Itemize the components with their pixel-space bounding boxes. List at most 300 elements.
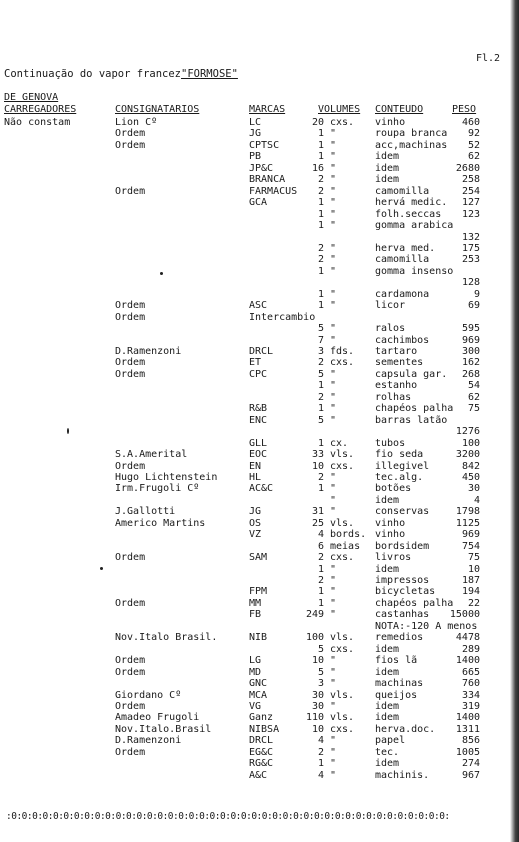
cell-mar: EOC	[249, 449, 268, 461]
table-row	[0, 529, 519, 540]
cell-peso: 1400	[455, 655, 480, 667]
cell-peso: 52	[467, 139, 480, 151]
header-carregadores: CARREGADORES	[4, 104, 77, 115]
cell-uni: meias	[330, 540, 361, 552]
cell-uni: "	[330, 471, 337, 483]
cell-peso: 274	[461, 758, 480, 770]
cell-cont: herva med.	[375, 242, 436, 254]
cell-mar: DRCL	[249, 735, 274, 747]
cell-cont: castanhas	[375, 609, 430, 621]
cell-uni: cxs.	[330, 643, 355, 655]
cell-mar: BRANCA	[249, 174, 286, 186]
cell-vol: 1	[317, 300, 324, 312]
cell-vol: 25	[311, 517, 324, 529]
cell-mar: ET	[249, 357, 262, 369]
cell-mar: NIBSA	[249, 723, 280, 735]
table-row	[0, 609, 519, 620]
cell-peso: 4	[473, 494, 480, 506]
cell-cont: NOTA:-120 A menos	[375, 620, 478, 632]
ink-speck	[160, 272, 163, 275]
cell-con: Ordem	[115, 128, 146, 140]
cell-con: Hugo Lichtenstein	[115, 471, 218, 483]
table-row	[0, 644, 519, 655]
cell-cont: idem	[375, 494, 400, 506]
cell-peso: 665	[461, 666, 480, 678]
table-row	[0, 724, 519, 735]
table-row	[0, 197, 519, 208]
cell-vol: 10	[311, 460, 324, 472]
table-row	[0, 758, 519, 769]
cell-peso: 842	[461, 460, 480, 472]
cell-peso: 1400	[455, 712, 480, 724]
cell-mar: JG	[249, 128, 262, 140]
cell-uni: "	[330, 700, 337, 712]
table-row	[0, 598, 519, 609]
cell-vol: 1	[317, 197, 324, 209]
cell-uni: "	[330, 666, 337, 678]
cell-cont: machinas	[375, 678, 424, 690]
cell-peso: 319	[461, 700, 480, 712]
cell-uni: "	[330, 758, 337, 770]
cell-cont: tubos	[375, 437, 406, 449]
cell-peso: 268	[461, 368, 480, 380]
cell-peso: 4478	[455, 632, 480, 644]
cell-mar: MCA	[249, 689, 268, 701]
cell-con: Nov.Italo Brasil.	[115, 632, 218, 644]
cell-vol: 7	[317, 334, 324, 346]
cell-cont: fio seda	[375, 449, 424, 461]
cell-vol: 4	[317, 529, 324, 541]
cell-con: Irm.Frugoli Cº	[115, 483, 200, 495]
cell-cont: roupa branca	[375, 128, 448, 140]
cell-vol: 4	[317, 769, 324, 781]
cell-uni: "	[330, 300, 337, 312]
cell-peso: 132	[461, 231, 480, 243]
cell-peso: 253	[461, 254, 480, 266]
cell-uni: "	[330, 483, 337, 495]
cell-vol: 2	[317, 185, 324, 197]
cell-mar: DRCL	[249, 346, 274, 357]
cell-con: J.Gallotti	[115, 506, 176, 518]
cell-cont: botões	[375, 483, 412, 495]
table-row	[0, 117, 519, 128]
cell-uni: "	[330, 586, 337, 598]
cell-con: Ordem	[115, 666, 146, 678]
cell-peso: 194	[461, 586, 480, 598]
cell-uni: cxs.	[330, 460, 355, 472]
cell-vol: 16	[311, 162, 324, 174]
cell-mar: GCA	[249, 197, 268, 209]
cell-vol: 1	[317, 128, 324, 140]
cell-peso: 162	[461, 357, 480, 369]
table-row	[0, 128, 519, 139]
cell-cont: illegivel	[375, 460, 430, 472]
cell-cont: folh.seccas	[375, 208, 442, 220]
cell-peso: 967	[461, 769, 480, 781]
cell-cont: capsula gar.	[375, 368, 448, 380]
cell-peso: 128	[461, 277, 480, 289]
scan-edge-top	[0, 0, 519, 22]
table-row	[0, 655, 519, 666]
cell-cont: camomilla	[375, 185, 430, 197]
cell-peso: 1005	[455, 746, 480, 758]
table-row	[0, 632, 519, 643]
cell-peso: 3200	[455, 449, 480, 461]
cell-peso: 460	[461, 117, 480, 128]
cell-mar: SAM	[249, 552, 268, 564]
cell-con: D.Ramenzoni	[115, 346, 182, 357]
cell-uni: "	[330, 678, 337, 690]
cell-uni: cxs.	[330, 552, 355, 564]
cell-cont: acc,machinas	[375, 139, 448, 151]
cell-peso: 969	[461, 529, 480, 541]
cell-uni: cx.	[330, 437, 349, 449]
cell-vol: 6	[317, 540, 324, 552]
cell-car: Não constam	[4, 117, 71, 128]
cell-cont: idem	[375, 666, 400, 678]
cell-peso: 22	[467, 597, 480, 609]
cell-uni: cxs.	[330, 357, 355, 369]
cell-mar: A&C	[249, 769, 268, 781]
cell-peso: 127	[461, 197, 480, 209]
cell-peso: 15000	[449, 609, 480, 621]
table-row	[0, 254, 519, 265]
cell-mar: EN	[249, 460, 262, 472]
cell-cont: machinis.	[375, 769, 430, 781]
cell-cont: queijos	[375, 689, 418, 701]
cell-cont: idem	[375, 162, 400, 174]
cell-vol: 110	[305, 712, 324, 724]
cell-vol: 3	[317, 346, 324, 357]
title-prefix: Continuação do vapor francez	[4, 68, 182, 80]
cell-con: Americo Martins	[115, 517, 206, 529]
cell-uni: "	[330, 414, 337, 426]
cell-mar: ENC	[249, 414, 268, 426]
cell-mar: ASC	[249, 300, 268, 312]
cell-vol: 1	[317, 139, 324, 151]
table-row	[0, 472, 519, 483]
cell-vol: 1	[317, 483, 324, 495]
cell-peso: 75	[467, 552, 480, 564]
table-row	[0, 209, 519, 220]
cell-uni: "	[330, 391, 337, 403]
cell-vol: 2	[317, 357, 324, 369]
cell-mar: Intercambio	[249, 311, 316, 323]
table-row	[0, 747, 519, 758]
cell-cont: idem	[375, 700, 400, 712]
cell-vol: 33	[311, 449, 324, 461]
cell-cont: sementes	[375, 357, 424, 369]
cell-uni: "	[330, 265, 337, 277]
cell-peso: 760	[461, 678, 480, 690]
cell-uni: "	[330, 506, 337, 518]
cell-mar: GLL	[249, 437, 268, 449]
cell-mar: OS	[249, 517, 262, 529]
cell-uni: "	[330, 185, 337, 197]
cell-vol: 1	[317, 586, 324, 598]
table-row	[0, 564, 519, 575]
cell-peso: 754	[461, 540, 480, 552]
cell-vol: 5	[317, 414, 324, 426]
cell-cont: tartaro	[375, 346, 418, 357]
ink-speck	[67, 428, 69, 434]
cell-peso: 175	[461, 242, 480, 254]
cell-cont: tec.alg.	[375, 471, 424, 483]
cell-cont: impressos	[375, 575, 430, 586]
cell-peso: 1311	[455, 723, 480, 735]
cell-vol: 249	[305, 609, 324, 621]
cell-mar: NIB	[249, 632, 268, 644]
cell-vol: 2	[317, 391, 324, 403]
cell-peso: 69	[467, 300, 480, 312]
table-row	[0, 289, 519, 300]
cell-vol: 1	[317, 220, 324, 232]
cell-con: Ordem	[115, 300, 146, 312]
cell-peso: 54	[467, 380, 480, 392]
table-row	[0, 312, 519, 323]
cell-con: Giordano Cº	[115, 689, 182, 701]
cell-peso: 92	[467, 128, 480, 140]
cell-peso: 75	[467, 403, 480, 415]
cell-vol: 1	[317, 597, 324, 609]
cell-peso: 450	[461, 471, 480, 483]
cell-con: Ordem	[115, 139, 146, 151]
cell-cont: gomma insenso	[375, 265, 454, 277]
cell-mar: R&B	[249, 403, 268, 415]
cell-cont: idem	[375, 758, 400, 770]
table-row	[0, 174, 519, 185]
cell-con: S.A.Amerital	[115, 449, 188, 461]
cell-peso: 595	[461, 323, 480, 335]
cell-vol: 20	[311, 117, 324, 128]
cell-uni: "	[330, 323, 337, 335]
cell-peso: 10	[467, 563, 480, 575]
cell-vol: 2	[317, 174, 324, 186]
cell-mar: MM	[249, 597, 262, 609]
cell-vol: 2	[317, 746, 324, 758]
cell-con: Ordem	[115, 700, 146, 712]
cell-mar: RG&C	[249, 758, 274, 770]
cell-vol: 1	[317, 151, 324, 163]
cell-cont: gomma arabica	[375, 220, 454, 232]
cell-uni: "	[330, 609, 337, 621]
cell-uni: "	[330, 139, 337, 151]
cell-uni: "	[330, 403, 337, 415]
table-row	[0, 323, 519, 334]
table-row	[0, 415, 519, 426]
cell-uni: "	[330, 597, 337, 609]
table-row	[0, 277, 519, 288]
cell-uni: "	[330, 242, 337, 254]
cell-vol: 1	[317, 437, 324, 449]
cell-vol: 2	[317, 575, 324, 586]
cell-mar: MD	[249, 666, 262, 678]
cell-uni: "	[330, 563, 337, 575]
table-row	[0, 541, 519, 552]
cell-cont: fios lã	[375, 655, 418, 667]
cell-con: Ordem	[115, 746, 146, 758]
cell-mar: VZ	[249, 529, 262, 541]
cell-mar: LG	[249, 655, 262, 667]
cell-cont: cachimbos	[375, 334, 430, 346]
cell-peso: 300	[461, 346, 480, 357]
cell-uni: "	[330, 162, 337, 174]
cell-con: Amadeo Frugoli	[115, 712, 200, 724]
cell-peso: 9	[473, 288, 480, 300]
cell-uni: "	[330, 494, 337, 506]
table-row	[0, 380, 519, 391]
cell-con: Ordem	[115, 597, 146, 609]
cell-cont: cardamona	[375, 288, 430, 300]
table-row	[0, 140, 519, 151]
cell-mar: EG&C	[249, 746, 274, 758]
cell-cont: ralos	[375, 323, 406, 335]
table-row	[0, 552, 519, 563]
cell-cont: papel	[375, 735, 406, 747]
cell-mar: FPM	[249, 586, 268, 598]
cell-uni: cxs.	[330, 117, 355, 128]
cell-uni: "	[330, 769, 337, 781]
cell-cont: remedios	[375, 632, 424, 644]
cell-vol: 5	[317, 666, 324, 678]
cell-peso: 100	[461, 437, 480, 449]
table-row	[0, 621, 519, 632]
cell-mar: FB	[249, 609, 262, 621]
table-row	[0, 712, 519, 723]
cell-mar: VG	[249, 700, 262, 712]
cell-peso: 289	[461, 643, 480, 655]
table-row	[0, 518, 519, 529]
cell-mar: Ganz	[249, 712, 274, 724]
cell-cont: bordsidem	[375, 540, 430, 552]
cell-con: Ordem	[115, 552, 146, 564]
cell-cont: hervá medic.	[375, 197, 448, 209]
cell-uni: vls.	[330, 712, 355, 724]
table-row	[0, 506, 519, 517]
cell-uni: "	[330, 151, 337, 163]
table-row	[0, 461, 519, 472]
cell-cont: idem	[375, 643, 400, 655]
document-title	[4, 68, 238, 80]
cell-uni: "	[330, 254, 337, 266]
cell-con: D.Ramenzoni	[115, 735, 182, 747]
cell-vol: 1	[317, 288, 324, 300]
cell-mar: GNC	[249, 678, 268, 690]
cell-cont: rolhas	[375, 391, 412, 403]
cell-vol: 3	[317, 678, 324, 690]
cell-vol: 2	[317, 552, 324, 564]
cell-mar: AC&C	[249, 483, 274, 495]
table-row	[0, 770, 519, 781]
page-number: Fl.2	[476, 53, 501, 64]
cell-cont: chapéos palha	[375, 597, 454, 609]
cell-uni: "	[330, 334, 337, 346]
table-row	[0, 690, 519, 701]
header-peso: PESO	[452, 104, 477, 115]
cell-mar: FARMACUS	[249, 185, 298, 197]
table-row	[0, 220, 519, 231]
cell-cont: bicycletas	[375, 586, 436, 598]
cell-con: Ordem	[115, 185, 146, 197]
cell-vol: 100	[305, 632, 324, 644]
table-row	[0, 232, 519, 243]
cell-uni: cxs.	[330, 723, 355, 735]
cell-cont: idem	[375, 563, 400, 575]
cell-vol: 2	[317, 471, 324, 483]
cell-cont: chapéos palha	[375, 403, 454, 415]
cell-peso: 62	[467, 391, 480, 403]
cell-peso: 123	[461, 208, 480, 220]
cell-cont: barras latão	[375, 414, 448, 426]
cell-cont: vinho	[375, 117, 406, 128]
cell-cont: idem	[375, 712, 400, 724]
cell-uni: "	[330, 575, 337, 586]
cell-cont: vinho	[375, 529, 406, 541]
cell-vol: 1	[317, 563, 324, 575]
table-row	[0, 186, 519, 197]
table-row	[0, 438, 519, 449]
footer-rule: :0:0:0:0:0:0:0:0:0:0:0:0:0:0:0:0:0:0:0:0:0:0:0:0:0:0:0:0:0:0:0:0:0:0:0:0:0:0:0:0:0:0:	[6, 811, 450, 822]
cell-uni: vls.	[330, 449, 355, 461]
ink-speck	[100, 567, 103, 570]
cell-uni: "	[330, 368, 337, 380]
header-marcas: MARCAS	[249, 104, 286, 115]
cell-uni: fds.	[330, 346, 355, 357]
cell-vol: 31	[311, 506, 324, 518]
cell-uni: "	[330, 735, 337, 747]
cell-con: Ordem	[115, 311, 146, 323]
cell-cont: idem	[375, 151, 400, 163]
cell-mar: JG	[249, 506, 262, 518]
cell-peso: 1276	[455, 426, 480, 438]
cell-uni: vls.	[330, 632, 355, 644]
header-conteudo: CONTEUDO	[375, 104, 424, 115]
cell-uni: "	[330, 197, 337, 209]
cell-mar: PB	[249, 151, 262, 163]
cell-peso: 1125	[455, 517, 480, 529]
cell-peso: 2680	[455, 162, 480, 174]
cell-uni: "	[330, 208, 337, 220]
header-consignatarios: CONSIGNATARIOS	[115, 104, 200, 115]
table-row	[0, 667, 519, 678]
table-row	[0, 266, 519, 277]
cell-vol: 10	[311, 723, 324, 735]
cell-con: Ordem	[115, 655, 146, 667]
cell-uni: "	[330, 128, 337, 140]
cell-peso: 30	[467, 483, 480, 495]
cell-peso: 62	[467, 151, 480, 163]
cell-uni: "	[330, 174, 337, 186]
cell-cont: licor	[375, 300, 406, 312]
cell-vol: 1	[317, 380, 324, 392]
cell-cont: livros	[375, 552, 412, 564]
cell-cont: tec.	[375, 746, 400, 758]
cell-mar: CPTSC	[249, 139, 280, 151]
table-row	[0, 392, 519, 403]
cell-vol: 1	[317, 403, 324, 415]
cell-cont: herva.doc.	[375, 723, 436, 735]
header-volumes: VOLUMES	[318, 104, 361, 115]
cell-peso: 334	[461, 689, 480, 701]
cell-mar: LC	[249, 117, 262, 128]
cell-cont: conservas	[375, 506, 430, 518]
cell-mar: HL	[249, 471, 262, 483]
cell-cont: vinho	[375, 517, 406, 529]
table-row	[0, 426, 519, 437]
table-row	[0, 678, 519, 689]
cell-vol: 1	[317, 758, 324, 770]
cell-vol: 2	[317, 242, 324, 254]
